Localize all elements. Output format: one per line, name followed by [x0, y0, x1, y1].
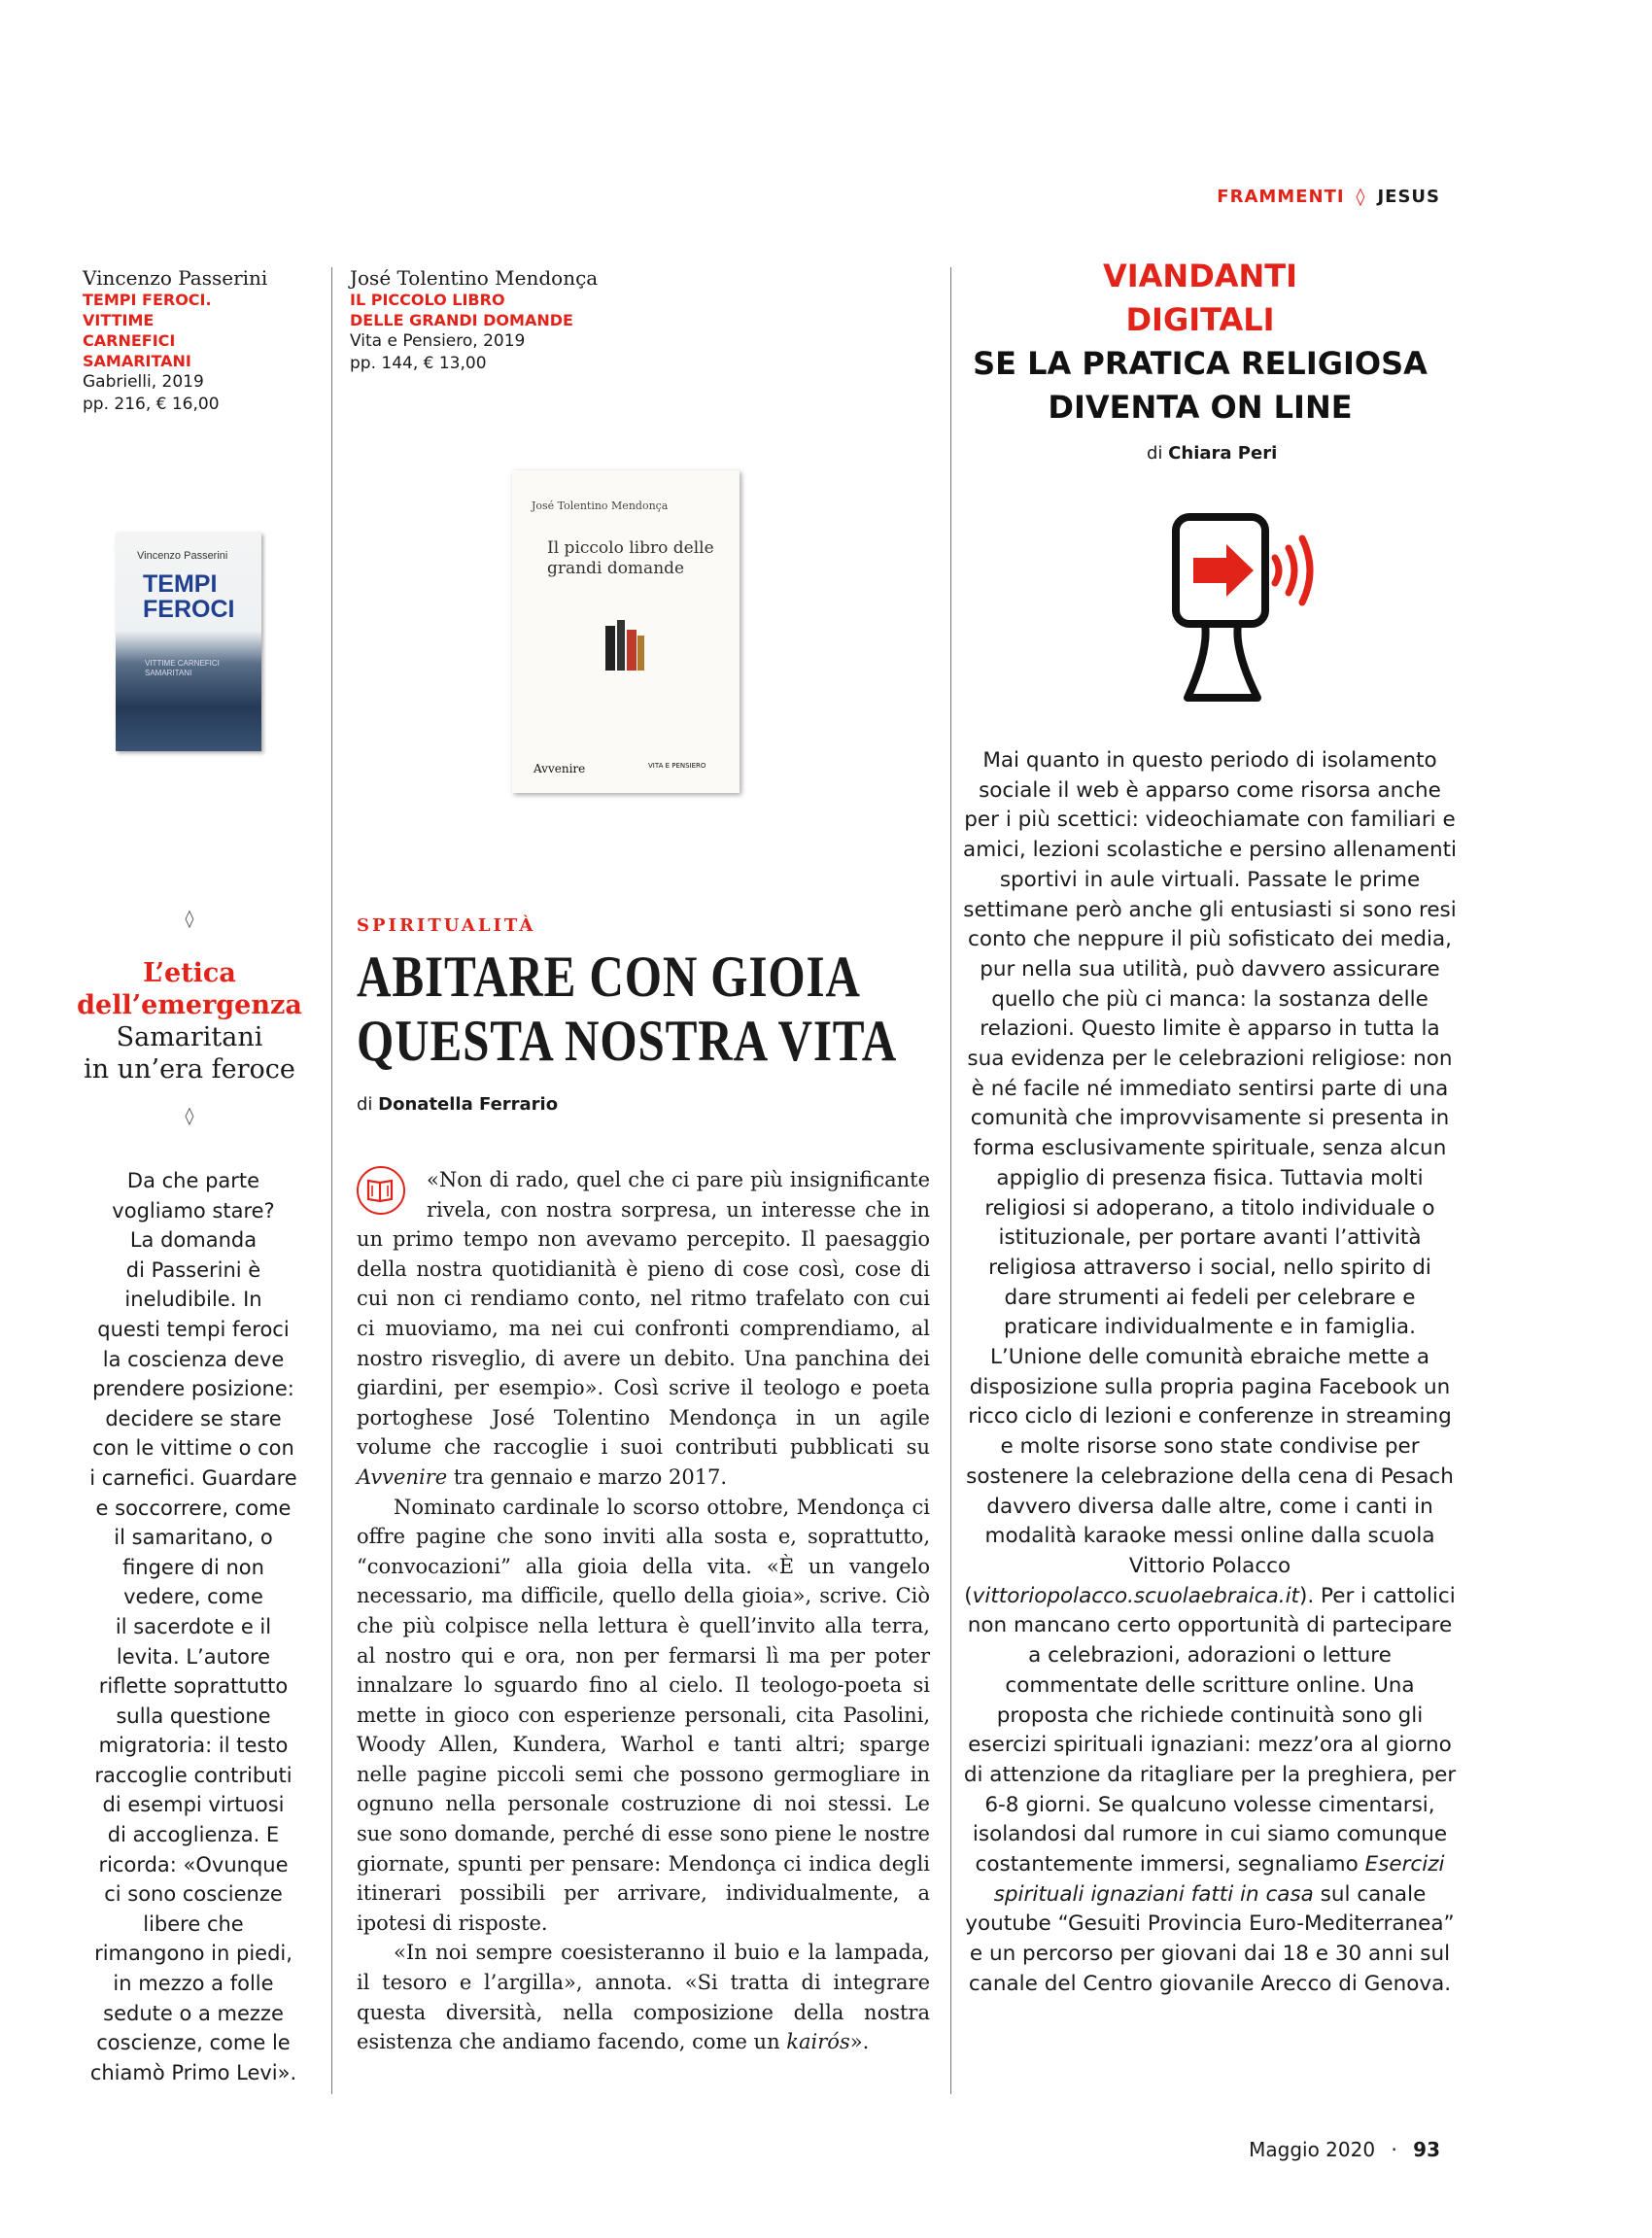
headline-line: ABITARE CON GIOIA	[357, 945, 861, 1009]
sidebar-body-line: raccoglie contributi	[94, 1763, 293, 1787]
sidebar-body-line: riflette soprattutto	[98, 1674, 289, 1699]
sidebar-body	[76, 1166, 311, 2087]
sidebar-body-line: levita. L’autore	[116, 1644, 271, 1669]
sidebar-body-line: questi tempi feroci	[97, 1317, 290, 1341]
book1-author: Vincenzo Passerini	[83, 266, 268, 290]
sidebar-title-line: L’etica	[143, 958, 236, 988]
column3-subtitle-line: SE LA PRATICA RELIGIOSA	[973, 345, 1428, 382]
book1-publisher: Gabrielli, 2019	[83, 372, 204, 392]
sidebar-body-line: i carnefici. Guardare	[89, 1465, 297, 1490]
column3-subtitle-line: DIVENTA ON LINE	[1048, 389, 1353, 426]
book2-cover	[512, 470, 740, 793]
article-kicker: SPIRITUALITÀ	[357, 915, 536, 936]
sidebar-body-line: vedere, come	[123, 1585, 263, 1609]
sidebar-body-line: la coscienza deve	[102, 1347, 285, 1371]
sidebar-heading	[68, 957, 311, 1085]
sidebar-body-line: ineludibile. In	[124, 1288, 262, 1312]
book2-publisher: Vita e Pensiero, 2019	[350, 331, 526, 351]
column3-body: Mai quanto in questo periodo di isolamento sociale il web è apparso come risorsa anche per i più scettici: videochiamate con familiari e amici, lezioni scolastiche e persino allenamenti sportivi in aule virtuali. Passate le prime settimane però anche gli entusiasti si sono resi conto che neppure il più sofisticato dei media, pur nella sua utilità, può davvero assicurare quello che più ci manca: la sostanza delle relazioni. Questo limite è apparso in tutta la sua evidenza per le celebrazioni religiose: non è né facile né immediato sentirsi parte di una comunità che improvvisamente si presenta in forma esclusivamente spirituale, senza alcun appiglio di presenza fisica. Tuttavia molti religiosi si adoperano, a titolo individuale o istituzionale, per portare avanti l’attività religiosa attraverso i social, nello spirito di dare strumenti ai fedeli per celebrare e praticare individualmente e in famiglia. L’Unione delle comunità ebraiche mette a disposizione sulla propria pagina Facebook un ricco ciclo di lezioni e conferenze in streaming e molte risorse sono state condivise per sostenere la celebrazione della cena di Pesach davvero diversa dalle altre, come i canti in modalità karaoke messi online dalla scuola Vittorio Polacco (vittoriopolacco.scuolaebraica.it). Per i cattolici non mancano certo opportunità di partecipare a celebrazioni, adorazioni o letture commentate delle scritture online. Una proposta che richiede continuità sono gli esercizi spirituali ignaziani: mezz’ora al giorno di attenzione da ritagliare per la preghiera, per 6-8 giorni. Se qualcuno volesse cimentarsi, isolandosi dal rumore in cui siamo comunque costantemente immersi, segnaliamo Esercizi spirituali ignaziani fatti in casa sul canale youtube “Gesuiti Provincia Euro-Mediterranea” e un percorso per giovani dai 18 e 30 anni sul canale del Centro giovanile Arecco di Genova.	[963, 748, 1457, 1996]
sidebar-body-line: ricorda: «Ovunque	[98, 1852, 289, 1876]
sidebar-title-line: dell’emergenza	[77, 990, 302, 1020]
cover1-title: TEMPI FEROCI	[143, 570, 235, 623]
sidebar-subtitle-line: in un’era feroce	[84, 1054, 295, 1085]
book2-title-line: IL PICCOLO LIBRO	[350, 291, 505, 309]
article-byline	[357, 1094, 558, 1115]
book2-info	[350, 267, 661, 375]
book2-pages-price: pp. 144, € 13,00	[350, 354, 487, 373]
section-header	[1217, 187, 1440, 207]
cover1-subtitle: VITTIME CARNEFICI SAMARITANI	[145, 659, 220, 677]
article-paragraph: «In noi sempre coesisteranno il buio e la lampada, il tesoro e l’argilla», annota. «Si tratta di integrare questa diversità, nella composizione della nostra esistenza che andiamo facendo, come un kairós».	[357, 1941, 930, 2054]
column3-title-line: VIANDANTI	[1102, 258, 1298, 294]
magazine-name: JESUS	[1377, 187, 1440, 207]
byline-author: Donatella Ferrario	[378, 1094, 559, 1115]
sidebar-body-line: Da che parte	[126, 1169, 260, 1192]
book1-title-line: SAMARITANI	[83, 352, 191, 370]
header-separator: ◊	[1356, 187, 1366, 207]
column-rule-2	[950, 267, 951, 2094]
sidebar-body-line: rimangono in piedi,	[94, 1942, 293, 1966]
book1-title-line: VITTIME	[83, 311, 155, 329]
sidebar-body-line: libere che	[143, 1911, 244, 1936]
ornament-top: ◊	[185, 909, 194, 929]
byline-prefix: di	[1147, 443, 1163, 464]
ornament-bottom: ◊	[185, 1106, 194, 1126]
sidebar-body-line: vogliamo stare?	[112, 1198, 275, 1222]
section-name: FRAMMENTI	[1217, 187, 1345, 207]
column3-heading	[947, 255, 1453, 430]
cover2-author: José Tolentino Mendonça	[532, 499, 669, 512]
book1-info	[83, 267, 326, 416]
byline-prefix: di	[357, 1094, 373, 1115]
sidebar-body-line: sulla questione	[116, 1704, 271, 1728]
sidebar-body-line: migratoria: il testo	[98, 1734, 289, 1758]
book1-title-line: CARNEFICI	[83, 331, 176, 350]
sidebar-subtitle-line: Samaritani	[116, 1022, 263, 1052]
italic-title: Esercizi spirituali ignaziani fatti in casa	[993, 1852, 1445, 1907]
sidebar-body-line: di Passerini è	[125, 1257, 261, 1282]
book2-title-line: DELLE GRANDI DOMANDE	[350, 311, 573, 329]
sidebar-body-line: fingere di non	[122, 1555, 264, 1579]
byline-author: Chiara Peri	[1168, 443, 1278, 464]
sidebar-body-line: chiamò Primo Levi».	[89, 2060, 297, 2084]
book1-cover	[116, 533, 261, 751]
sidebar-body-line: in mezzo a folle	[113, 1972, 274, 1996]
cover2-publisher-1: Avvenire	[533, 762, 586, 775]
sidebar-body-line: coscienze, come le	[96, 2031, 291, 2055]
cover1-author: Vincenzo Passerini	[137, 550, 228, 562]
footer-dot: ·	[1391, 2138, 1397, 2161]
article-paragraph: Nominato cardinale lo scorso ottobre, Mendonça ci offre pagine che sono inviti alla sosta e, soprattutto, “convocazioni” alla gioia della vita. «È un vangelo necessario, ma difficile, quello della gioia», scrive. Ciò che più colpisce nella lettura è quell’invito alla terra, al nostro qui e ora, non per fermarsi lì ma per poter innalzare lo sguardo fino al cielo. Il teologo-poeta si mette in gioco con esperienze personali, cita Pasolini, Woody Allen, Kundera, Warhol e tanti altri; sparge nelle pagine piccoli semi che possono germogliare in ognuno nella personale costruzione di noi stessi. Le sue sono domande, perché di esse sono piene le nostre giornate, spunti per pensare: Mendonça ci indica degli itinerari possibili per arrivare, individualmente, a ipotesi di risposte.	[357, 1495, 930, 1935]
article-paragraph: «Non di rado, quel che ci pare più insignificante rivela, con nostra sorpresa, un interesse che in un primo tempo non avevamo percepito. Il paesaggio della nostra quotidianità è pieno di cose così, cose di cui non ci rendiamo conto, nel ritmo trafelato con cui ci muoviamo, ma nei cui confronti comprendiamo, al nostro risveglio, di avere un debito. Una panchina dei giardini, per esempio». Così scrive il teologo e poeta portoghese José Tolentino Mendonça in un agile volume che raccoglie i suoi contributi pubblicati su Avvenire tra gennaio e marzo 2017.	[357, 1168, 930, 1489]
sidebar-body-line: ci sono coscienze	[104, 1882, 283, 1907]
sidebar-body-line: decidere se stare	[105, 1406, 282, 1430]
sidebar-body-line: La domanda	[129, 1228, 258, 1253]
issue-date: Maggio 2020	[1249, 2138, 1376, 2161]
screen-with-arrow-icon	[1137, 505, 1331, 729]
article-headline	[357, 945, 897, 1073]
column3-title-line: DIGITALI	[1125, 301, 1275, 338]
icon-spacer	[357, 1165, 427, 1222]
book1-pages-price: pp. 216, € 16,00	[83, 395, 220, 414]
cover2-title: Il piccolo libro delle grandi domande	[547, 538, 714, 578]
cover2-publisher-2: VITA E PENSIERO	[648, 762, 706, 770]
column3-byline	[1147, 443, 1277, 464]
sidebar-body-line: con le vittime o con	[92, 1436, 294, 1461]
headline-line: QUESTA NOSTRA VITA	[357, 1009, 898, 1073]
book1-title-line: TEMPI FEROCI.	[83, 291, 212, 309]
sidebar-body-line: prendere posizione:	[92, 1377, 294, 1401]
sidebar-body-line: il sacerdote e il	[115, 1614, 272, 1638]
article-body	[357, 1165, 930, 2057]
book2-author: José Tolentino Mendonça	[350, 266, 599, 290]
sidebar-body-line: e soccorrere, come	[95, 1496, 292, 1520]
cover2-illustration-icon	[602, 616, 648, 674]
page-number: 93	[1413, 2138, 1440, 2161]
column-rule-1	[331, 267, 332, 2094]
sidebar-body-line: di esempi virtuosi	[102, 1793, 285, 1817]
sidebar-body-line: sedute o a mezze	[103, 2001, 284, 2025]
sidebar-body-line: di accoglienza. E	[107, 1823, 280, 1847]
website-url: vittoriopolacco.scuolaebraica.it	[972, 1583, 1299, 1608]
page-footer	[1249, 2138, 1440, 2161]
sidebar-body-line: il samaritano, o	[114, 1526, 273, 1550]
